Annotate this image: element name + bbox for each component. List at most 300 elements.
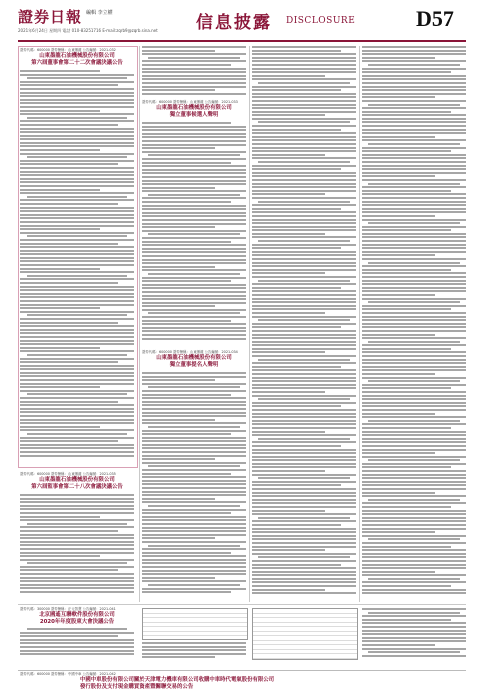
text-line: [20, 311, 134, 313]
text-line: [362, 633, 466, 635]
text-line: [258, 319, 350, 321]
text-line: [20, 189, 100, 191]
text-line: [148, 584, 240, 586]
column-4-bottom-text: [362, 608, 466, 660]
text-line: [20, 92, 134, 94]
notice-body-4: [20, 494, 134, 598]
text-line: [252, 402, 356, 404]
text-line: [142, 548, 246, 550]
text-line: [368, 341, 460, 343]
text-line: [362, 219, 466, 221]
text-line: [252, 118, 356, 120]
text-line: [20, 566, 134, 568]
text-line: [142, 372, 246, 374]
text-line: [252, 298, 356, 300]
text-line: [142, 215, 246, 217]
text-line: [20, 171, 134, 173]
notice-body-3: [142, 372, 246, 598]
text-line: [362, 161, 466, 163]
text-line: [142, 498, 215, 500]
text-line: [142, 458, 215, 460]
text-line: [142, 591, 231, 593]
text-line: [362, 168, 466, 170]
text-line: [20, 214, 134, 216]
text-line: [142, 208, 246, 210]
text-line: [252, 114, 325, 116]
text-line: [142, 338, 246, 340]
text-line: [258, 556, 350, 558]
text-line: [20, 411, 134, 413]
text-line: [362, 531, 435, 533]
notice-title: 獨立董事提名人聲明: [169, 362, 219, 368]
text-line: [27, 628, 127, 630]
text-line: [252, 247, 341, 249]
text-line: [20, 347, 100, 349]
text-line: [20, 650, 134, 652]
text-line: [252, 150, 356, 152]
text-line: [20, 113, 134, 115]
text-line: [142, 309, 246, 311]
text-line: [142, 519, 246, 521]
text-line: [142, 158, 246, 160]
notice-code-line: 證券代碼：300000 證券簡稱：正元智慧 公告編號：2021-041: [20, 607, 116, 611]
text-line: [252, 405, 341, 407]
text-line: [20, 95, 134, 97]
text-line: [142, 169, 246, 171]
text-line: [362, 204, 466, 206]
text-line: [362, 348, 451, 350]
text-line: [20, 178, 134, 180]
text-line: [368, 538, 460, 540]
text-line: [362, 351, 466, 353]
text-line: [252, 143, 356, 145]
text-line: [20, 505, 134, 507]
text-line: [142, 129, 246, 131]
text-line: [362, 86, 466, 88]
text-line: [368, 380, 460, 382]
text-line: [142, 50, 215, 52]
text-line: [27, 354, 127, 356]
text-line: [252, 578, 356, 580]
text-line: [362, 215, 435, 217]
text-line: [252, 244, 356, 246]
text-line: [252, 71, 356, 73]
text-line: [20, 501, 134, 503]
text-line: [252, 272, 325, 274]
notice-headline-1: [20, 48, 134, 67]
notice-body-5: [20, 628, 134, 658]
text-line: [258, 517, 350, 519]
text-line: [148, 194, 240, 196]
text-line: [142, 330, 246, 332]
text-line: [20, 228, 100, 230]
text-line: [20, 404, 134, 406]
text-line: [252, 190, 356, 192]
text-line: [142, 404, 246, 406]
text-line: [142, 509, 246, 511]
text-line: [142, 287, 246, 289]
text-line: [142, 219, 246, 221]
text-line: [252, 287, 341, 289]
text-line: [20, 653, 134, 655]
text-line: [252, 254, 356, 256]
column-divider: [359, 46, 360, 602]
text-line: [258, 398, 350, 400]
text-line: [20, 555, 100, 557]
text-line: [362, 107, 466, 109]
text-line: [142, 527, 246, 529]
text-line: [20, 573, 134, 575]
text-line: [252, 355, 356, 357]
text-line: [142, 555, 246, 557]
text-line: [252, 154, 325, 156]
text-line: [362, 334, 435, 336]
text-line: [362, 567, 466, 569]
notice-title: 獨立董事候選人聲明: [169, 112, 219, 118]
text-line: [252, 571, 356, 573]
text-line: [252, 384, 356, 386]
text-line: [20, 358, 134, 360]
text-line: [362, 254, 435, 256]
text-line: [20, 437, 134, 439]
text-line: [142, 201, 231, 203]
text-line: [20, 221, 134, 223]
text-line: [252, 488, 356, 490]
text-line: [142, 483, 246, 485]
text-line: [20, 232, 134, 234]
text-line: [20, 74, 134, 76]
text-line: [362, 312, 466, 314]
text-line: [20, 70, 100, 72]
text-line: [362, 132, 466, 134]
text-line: [142, 251, 246, 253]
text-line: [362, 68, 466, 70]
text-line: [362, 520, 466, 522]
text-line: [20, 390, 134, 392]
notice-code-line: 證券代碼：600000 證券簡稱：中國中車 公告編號：2021-042: [20, 672, 116, 676]
body-text-lines: [362, 608, 466, 660]
text-line: [252, 531, 356, 533]
text-line: [252, 395, 356, 397]
text-line: [362, 431, 466, 433]
section-divider: [18, 604, 466, 605]
text-line: [20, 401, 118, 403]
text-line: [252, 427, 356, 429]
text-line: [27, 562, 127, 564]
text-line: [362, 226, 466, 228]
text-line: [20, 163, 118, 165]
text-line: [20, 289, 134, 291]
text-line: [142, 284, 246, 286]
text-line: [20, 451, 134, 453]
text-line: [148, 312, 240, 314]
text-line: [252, 68, 356, 70]
text-line: [252, 459, 356, 461]
text-line: [362, 175, 435, 177]
text-line: [20, 207, 134, 209]
notice-title: 發行股份及支付現金購買資產暨關聯交易的公告: [80, 684, 194, 690]
text-line: [20, 368, 134, 370]
text-line: [362, 82, 466, 84]
text-line: [20, 81, 134, 83]
text-line: [252, 100, 356, 102]
text-line: [362, 100, 466, 102]
text-line: [142, 487, 246, 489]
text-line: [258, 477, 350, 479]
text-line: [362, 157, 466, 159]
text-line: [252, 495, 356, 497]
text-line: [362, 405, 466, 407]
text-line: [362, 190, 451, 192]
text-line: [252, 366, 341, 368]
text-line: [362, 229, 451, 231]
text-line: [20, 383, 134, 385]
text-line: [20, 422, 134, 424]
notice-title: 第六屆董事會第二十二次會議決議公告: [31, 60, 123, 66]
text-line: [362, 449, 466, 451]
text-line: [20, 278, 134, 280]
text-line: [142, 394, 231, 396]
text-line: [142, 577, 215, 579]
text-line: [20, 102, 134, 104]
notice-headline-5: [20, 607, 134, 626]
section-title-english: DISCLOSURE: [286, 16, 356, 26]
text-line: [20, 498, 134, 500]
notice-headline-4: [20, 472, 134, 491]
text-line: [362, 244, 466, 246]
text-line: [20, 429, 134, 431]
text-line: [368, 499, 460, 501]
text-line: [20, 257, 134, 259]
text-line: [362, 165, 466, 167]
data-table: [252, 608, 358, 660]
text-line: [362, 121, 466, 123]
text-line: [252, 546, 356, 548]
text-line: [20, 124, 118, 126]
text-line: [252, 215, 356, 217]
text-line: [252, 409, 356, 411]
text-line: [142, 244, 246, 246]
column-4-text: [362, 46, 466, 598]
text-line: [362, 452, 435, 454]
text-line: [362, 409, 466, 411]
text-line: [142, 277, 246, 279]
text-line: [142, 455, 246, 457]
text-line: [20, 181, 134, 183]
text-line: [142, 320, 231, 322]
text-line: [362, 637, 466, 639]
text-line: [142, 534, 246, 536]
text-line: [362, 423, 466, 425]
text-line: [362, 369, 466, 371]
section-title: 信息披露: [196, 13, 272, 33]
text-line: [252, 452, 356, 454]
text-line: [142, 653, 246, 655]
text-line: [362, 344, 466, 346]
text-line: [362, 129, 466, 131]
text-line: [252, 373, 356, 375]
text-line: [142, 530, 246, 532]
text-line: [368, 651, 460, 653]
text-line: [362, 265, 466, 267]
text-line: [362, 398, 466, 400]
text-line: [252, 337, 356, 339]
text-line: [142, 89, 215, 91]
text-line: [20, 591, 134, 593]
text-line: [142, 230, 246, 232]
text-line: [362, 474, 466, 476]
text-line: [20, 512, 134, 514]
text-line: [252, 564, 341, 566]
text-line: [362, 89, 466, 91]
text-line: [142, 302, 246, 304]
company-name: 山東墨龍石油機械股份有限公司: [39, 477, 115, 483]
text-line: [142, 144, 246, 146]
text-line: [252, 86, 356, 88]
text-line: [362, 330, 466, 332]
column-divider: [249, 46, 250, 602]
text-line: [252, 549, 325, 551]
text-line: [362, 179, 466, 181]
text-line: [362, 441, 466, 443]
text-line: [362, 438, 466, 440]
text-line: [252, 183, 356, 185]
text-line: [252, 222, 356, 224]
text-line: [20, 639, 134, 641]
text-line: [142, 462, 246, 464]
text-line: [362, 193, 466, 195]
text-line: [20, 569, 118, 571]
text-line: [20, 325, 134, 327]
text-line: [252, 104, 356, 106]
text-line: [27, 117, 127, 119]
text-line: [252, 535, 356, 537]
text-line: [362, 571, 435, 573]
text-line: [142, 447, 246, 449]
text-line: [252, 219, 356, 221]
text-line: [252, 172, 356, 174]
text-line: [362, 549, 466, 551]
notice-body-5b: [142, 642, 246, 660]
text-line: [362, 615, 466, 617]
text-line: [252, 64, 356, 66]
notice-body-2: [142, 122, 246, 342]
text-line: [362, 323, 466, 325]
company-name: 北京國遙互聯軟件股份有限公司: [39, 612, 115, 618]
text-line: [362, 585, 451, 587]
text-line: [362, 46, 466, 48]
text-line: [362, 581, 466, 583]
text-line: [142, 226, 215, 228]
text-line: [148, 154, 240, 156]
text-line: [362, 528, 466, 530]
text-line: [142, 86, 246, 88]
text-line: [252, 96, 356, 98]
text-line: [252, 283, 356, 285]
text-line: [142, 642, 246, 644]
text-line: [368, 143, 460, 145]
text-line: [252, 474, 356, 476]
text-line: [142, 93, 246, 95]
text-line: [142, 133, 246, 135]
text-line: [362, 655, 466, 657]
notice-code-line: 證券代碼：600000 證券簡稱：山東墨龍 公告編號：2021-034: [142, 350, 238, 354]
text-line: [252, 463, 356, 465]
text-line: [142, 476, 246, 478]
text-line: [252, 50, 341, 52]
text-line: [142, 580, 246, 582]
text-line: [368, 301, 460, 303]
text-line: [20, 203, 118, 205]
text-line: [368, 262, 460, 264]
text-line: [20, 544, 134, 546]
text-line: [20, 106, 134, 108]
notice-code-line: 證券代碼：600000 證券簡稱：山東墨龍 公告編號：2021-033: [142, 100, 238, 104]
text-line: [142, 187, 215, 189]
text-line: [252, 431, 325, 433]
text-line: [252, 60, 356, 62]
text-line: [20, 296, 134, 298]
text-line: [362, 147, 466, 149]
text-line: [20, 552, 134, 554]
text-line: [252, 211, 356, 213]
text-line: [362, 495, 466, 497]
text-line: [362, 326, 466, 328]
text-line: [142, 566, 246, 568]
text-line: [142, 241, 231, 243]
text-line: [20, 149, 100, 151]
text-line: [362, 150, 451, 152]
text-line: [20, 332, 134, 334]
text-line: [142, 255, 246, 257]
text-line: [362, 366, 466, 368]
text-line: [142, 82, 246, 84]
text-line: [20, 336, 134, 338]
text-line: [20, 300, 134, 302]
text-line: [252, 330, 356, 332]
text-line: [20, 350, 134, 352]
text-line: [20, 426, 100, 428]
text-line: [362, 240, 466, 242]
text-line: [27, 523, 127, 525]
text-line: [362, 484, 466, 486]
text-line: [142, 422, 246, 424]
text-line: [252, 528, 356, 530]
notice-headline-2: [142, 100, 246, 119]
text-line: [252, 89, 341, 91]
notice-body-1: [20, 70, 134, 462]
text-line: [20, 361, 118, 363]
text-line: [142, 327, 246, 329]
text-line: [362, 589, 466, 591]
text-line: [252, 334, 356, 336]
text-line: [368, 578, 460, 580]
text-line: [252, 416, 356, 418]
text-line: [142, 588, 246, 590]
text-line: [27, 433, 127, 435]
text-line: [252, 175, 356, 177]
text-line: [362, 463, 466, 465]
text-line: [142, 401, 246, 403]
text-line: [252, 265, 356, 267]
text-line: [20, 271, 134, 273]
text-line: [20, 340, 134, 342]
text-line: [362, 560, 466, 562]
text-line: [148, 233, 240, 235]
text-line: [368, 222, 460, 224]
text-line: [20, 145, 134, 147]
text-line: [20, 239, 134, 241]
